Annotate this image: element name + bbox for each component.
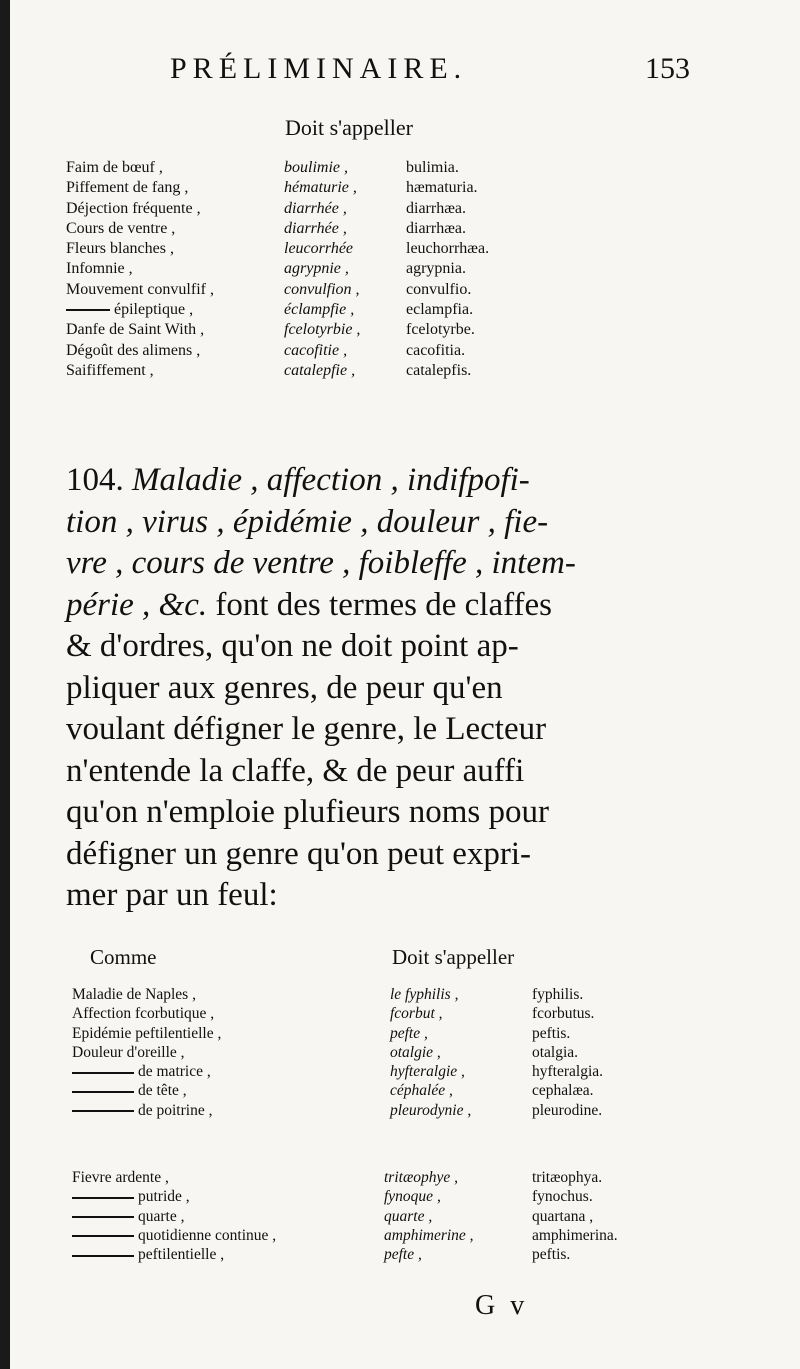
cell-text: Piffement de fang , bbox=[66, 179, 189, 197]
cell-text: le fyphilis , bbox=[390, 986, 459, 1003]
term-cell bbox=[66, 259, 133, 279]
cell-text: Dégoût des alimens , bbox=[66, 341, 201, 359]
latin-name-cell bbox=[406, 158, 459, 178]
paragraph-line bbox=[66, 585, 656, 627]
cell-text: convulfion , bbox=[284, 280, 360, 298]
cell-text: peftis. bbox=[532, 1246, 571, 1264]
cell-text: de matrice , bbox=[138, 1063, 211, 1081]
ditto-dash bbox=[72, 1235, 134, 1237]
latin-name-cell bbox=[532, 1168, 602, 1188]
latin-name-cell bbox=[406, 199, 466, 219]
french-name-cell bbox=[390, 1043, 441, 1063]
latin-name-cell bbox=[406, 361, 471, 381]
paragraph-104 bbox=[66, 460, 656, 917]
cell-text: pefte , bbox=[390, 1024, 428, 1042]
cell-text: de tête , bbox=[138, 1082, 187, 1100]
cell-text: diarrhæa. bbox=[406, 219, 466, 237]
latin-name-cell bbox=[532, 1207, 593, 1227]
paragraph-line bbox=[66, 834, 656, 876]
cell-text: amphimerine , bbox=[384, 1226, 474, 1244]
ditto-dash bbox=[66, 309, 110, 311]
cell-text: agrypnia. bbox=[406, 260, 466, 278]
cell-text: quarte , bbox=[138, 1207, 185, 1225]
signature-mark: G v bbox=[475, 1290, 529, 1321]
french-name-cell bbox=[390, 985, 458, 1005]
cell-text: otalgia. bbox=[532, 1043, 579, 1061]
ditto-dash bbox=[72, 1110, 134, 1112]
text-segment: qu'on n'emploie plufieurs noms pour bbox=[66, 794, 549, 830]
cell-text: Affection fcorbutique , bbox=[72, 1005, 215, 1023]
text-segment: 104. bbox=[66, 462, 132, 498]
running-header bbox=[170, 52, 690, 92]
paragraph-line bbox=[66, 709, 656, 751]
running-title: PRÉLIMINAIRE. bbox=[170, 52, 468, 85]
latin-name-cell bbox=[406, 280, 471, 300]
term-cell bbox=[72, 985, 196, 1005]
paragraph-line bbox=[66, 626, 656, 668]
term-cell bbox=[66, 158, 163, 178]
cell-text: agrypnie , bbox=[284, 260, 349, 278]
text-segment: pliquer aux genres, de peur qu'en bbox=[66, 669, 503, 706]
term-cell bbox=[72, 1245, 224, 1265]
cell-text: catalepfis. bbox=[406, 361, 472, 379]
cell-text: Epidémie peftilentielle , bbox=[72, 1024, 222, 1042]
french-name-cell bbox=[384, 1187, 441, 1207]
ditto-dash bbox=[72, 1255, 134, 1257]
cell-text: Déjection fréquente , bbox=[66, 199, 201, 217]
cell-text: quartana , bbox=[532, 1207, 594, 1225]
term-cell bbox=[66, 280, 214, 300]
cell-text: hæmaturia. bbox=[406, 179, 478, 197]
term-cell bbox=[72, 1207, 184, 1227]
cell-text: Faim de bœuf , bbox=[66, 159, 163, 176]
text-segment: vre , cours de ventre , foibleffe , intem- bbox=[66, 545, 576, 581]
paragraph-line bbox=[66, 502, 656, 544]
latin-name-cell bbox=[406, 300, 473, 320]
cell-text: fcelotyrbie , bbox=[284, 321, 361, 339]
latin-name-cell bbox=[406, 239, 489, 259]
cell-text: Saififfement , bbox=[66, 361, 154, 379]
cell-text: pefte , bbox=[384, 1246, 422, 1264]
cell-text: amphimerina. bbox=[532, 1226, 618, 1244]
paragraph-line bbox=[66, 460, 656, 502]
table2-heading-comme: Comme bbox=[90, 945, 157, 969]
french-name-cell bbox=[384, 1245, 422, 1265]
term-cell bbox=[66, 199, 201, 219]
french-name-cell bbox=[284, 300, 354, 320]
term-cell bbox=[66, 320, 204, 340]
cell-text: hématurie , bbox=[284, 179, 357, 197]
cell-text: de poitrine , bbox=[138, 1101, 213, 1119]
cell-text: eclampfia. bbox=[406, 301, 474, 319]
ditto-dash bbox=[72, 1072, 134, 1074]
french-name-cell bbox=[384, 1226, 474, 1246]
french-name-cell bbox=[284, 341, 347, 361]
french-name-cell bbox=[284, 280, 360, 300]
cell-text: Maladie de Naples , bbox=[72, 986, 196, 1003]
text-segment: font des termes de claffes bbox=[207, 586, 552, 623]
term-cell bbox=[72, 1024, 221, 1044]
french-name-cell bbox=[284, 361, 355, 381]
french-name-cell bbox=[390, 1081, 453, 1101]
cell-text: épileptique , bbox=[114, 301, 194, 319]
paragraph-line bbox=[66, 543, 656, 585]
latin-name-cell bbox=[532, 1043, 578, 1063]
cell-text: Mouvement convulfif , bbox=[66, 280, 214, 298]
french-name-cell bbox=[284, 158, 348, 178]
french-name-cell bbox=[390, 1004, 443, 1024]
cell-text: pleurodine. bbox=[532, 1101, 603, 1119]
french-name-cell bbox=[284, 259, 349, 279]
latin-name-cell bbox=[406, 219, 466, 239]
cell-text: cephalæa. bbox=[532, 1082, 594, 1100]
cell-text: quotidienne continue , bbox=[138, 1226, 277, 1244]
cell-text: Fleurs blanches , bbox=[66, 240, 174, 258]
term-cell bbox=[72, 1004, 214, 1024]
table2-heading-doit: Doit s'appeller bbox=[392, 945, 515, 969]
cell-text: tritæophya. bbox=[532, 1169, 603, 1186]
french-name-cell bbox=[284, 239, 353, 259]
cell-text: quarte , bbox=[384, 1207, 433, 1225]
french-name-cell bbox=[284, 320, 360, 340]
term-cell bbox=[66, 341, 200, 361]
cell-text: hyfteralgie , bbox=[390, 1063, 465, 1081]
table1-heading: Doit s'appeller bbox=[285, 115, 413, 140]
term-cell bbox=[72, 1043, 185, 1063]
cell-text: diarrhée , bbox=[284, 219, 347, 237]
paragraph-line bbox=[66, 792, 656, 834]
french-name-cell bbox=[390, 1024, 428, 1044]
cell-text: peftilentielle , bbox=[138, 1246, 225, 1264]
cell-text: boulimie , bbox=[284, 159, 348, 176]
latin-name-cell bbox=[406, 320, 475, 340]
term-cell bbox=[72, 1168, 169, 1188]
latin-name-cell bbox=[532, 1226, 618, 1246]
text-segment: périe , &c. bbox=[66, 586, 208, 623]
paragraph-line bbox=[66, 751, 656, 793]
cell-text: Cours de ventre , bbox=[66, 219, 176, 237]
cell-text: putride , bbox=[138, 1188, 190, 1206]
cell-text: otalgie , bbox=[390, 1043, 441, 1061]
latin-name-cell bbox=[406, 341, 465, 361]
cell-text: Fievre ardente , bbox=[72, 1169, 169, 1186]
ditto-dash bbox=[72, 1091, 134, 1093]
cell-text: fynochus. bbox=[532, 1188, 593, 1206]
term-cell bbox=[66, 361, 154, 381]
cell-text: bulimia. bbox=[406, 159, 459, 176]
term-cell bbox=[72, 1187, 190, 1207]
text-segment: voulant défigner le genre, le Lecteur bbox=[66, 711, 547, 747]
cell-text: fcorbut , bbox=[390, 1005, 443, 1023]
french-name-cell bbox=[284, 178, 357, 198]
cell-text: catalepfie , bbox=[284, 361, 356, 379]
text-segment: n'entende la claffe, & de peur auffi bbox=[66, 752, 525, 789]
french-name-cell bbox=[384, 1168, 458, 1188]
latin-name-cell bbox=[532, 985, 583, 1005]
term-cell bbox=[66, 239, 174, 259]
text-segment: tion , virus , épidémie , douleur , fie- bbox=[66, 503, 549, 540]
french-name-cell bbox=[390, 1101, 471, 1121]
term-cell bbox=[66, 178, 188, 198]
cell-text: leucorrhée bbox=[284, 240, 354, 258]
latin-name-cell bbox=[532, 1024, 570, 1044]
text-segment: mer par un feul: bbox=[66, 877, 278, 913]
cell-text: peftis. bbox=[532, 1024, 571, 1042]
french-name-cell bbox=[284, 199, 347, 219]
cell-text: fcelotyrbe. bbox=[406, 321, 475, 339]
latin-name-cell bbox=[406, 178, 478, 198]
term-cell bbox=[72, 1081, 187, 1101]
ditto-dash bbox=[72, 1216, 134, 1218]
latin-name-cell bbox=[532, 1245, 570, 1265]
latin-name-cell bbox=[532, 1187, 593, 1207]
cell-text: diarrhée , bbox=[284, 199, 347, 217]
cell-text: éclampfie , bbox=[284, 301, 355, 319]
latin-name-cell bbox=[532, 1081, 594, 1101]
paragraph-line bbox=[66, 875, 656, 917]
cell-text: tritæophye , bbox=[384, 1169, 459, 1186]
cell-text: cacofitia. bbox=[406, 341, 466, 359]
cell-text: convulfio. bbox=[406, 280, 472, 298]
cell-text: Infomnie , bbox=[66, 260, 133, 278]
term-cell bbox=[72, 1101, 212, 1121]
french-name-cell bbox=[384, 1207, 432, 1227]
paragraph-line bbox=[66, 668, 656, 710]
cell-text: Douleur d'oreille , bbox=[72, 1043, 185, 1061]
cell-text: cacofitie , bbox=[284, 341, 348, 359]
cell-text: diarrhæa. bbox=[406, 199, 466, 217]
text-segment: Maladie , affection , indifpofi- bbox=[132, 462, 530, 498]
cell-text: leuchorrhæa. bbox=[406, 240, 490, 258]
cell-text: pleurodynie , bbox=[390, 1101, 472, 1119]
term-cell bbox=[66, 300, 193, 320]
cell-text: fyphilis. bbox=[532, 986, 584, 1003]
latin-name-cell bbox=[532, 1062, 603, 1082]
cell-text: hyfteralgia. bbox=[532, 1063, 604, 1081]
cell-text: Danfe de Saint With , bbox=[66, 321, 205, 339]
cell-text: céphalée , bbox=[390, 1082, 453, 1100]
cell-text: fynoque , bbox=[384, 1188, 441, 1206]
cell-text: fcorbutus. bbox=[532, 1005, 595, 1023]
text-segment: défigner un genre qu'on peut expri- bbox=[66, 835, 532, 872]
french-name-cell bbox=[390, 1062, 465, 1082]
french-name-cell bbox=[284, 219, 347, 239]
page-number: 153 bbox=[645, 52, 690, 85]
latin-name-cell bbox=[406, 259, 466, 279]
term-cell bbox=[72, 1062, 211, 1082]
latin-name-cell bbox=[532, 1004, 594, 1024]
latin-name-cell bbox=[532, 1101, 602, 1121]
text-segment: & d'ordres, qu'on ne doit point ap- bbox=[66, 628, 519, 664]
term-cell bbox=[72, 1226, 276, 1246]
ditto-dash bbox=[72, 1197, 134, 1199]
term-cell bbox=[66, 219, 175, 239]
